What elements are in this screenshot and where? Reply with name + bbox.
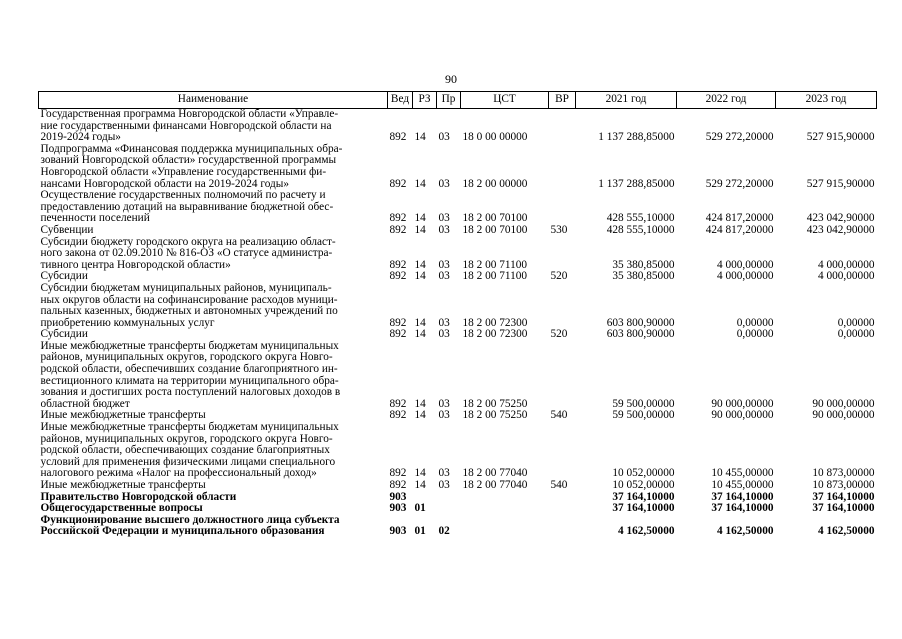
row-pr-cell: 03: [438, 397, 450, 410]
row-2021-cell: 37 164,10000: [612, 502, 675, 515]
row-rz-cell: 14: [414, 131, 426, 144]
row-2022-cell: 90 000,00000: [711, 409, 774, 422]
row-pr-cell: 03: [438, 328, 450, 341]
row-vr-cell: 540: [550, 479, 568, 491]
row-name-cell: Иные межбюджетные трансферты бюджетам муниципальных районов, муниципальных округов, городского округа Новго- родской области, обеспечивающих создание благоприятных условий для применения физическими лицами специального налогового режима «Налог на профессиональный доход»: [40, 421, 339, 480]
row-vr-cell: [549, 422, 576, 480]
row-name-cell: Государственная программа Новгородской области «Управле- ние государственными финансами Новгородской области на 2019-2024 годы»: [40, 108, 339, 144]
row-vr-cell: 530: [550, 223, 568, 236]
page-number: 90: [445, 72, 457, 86]
row-ved-cell: 903: [389, 525, 407, 538]
row-2023-cell: 37 164,10000: [812, 502, 875, 515]
row-name-cell: Правительство Новгородской области: [40, 490, 237, 503]
row-cst-cell: 18 2 00 71100: [462, 270, 528, 283]
row-pr-cell: 03: [438, 270, 450, 283]
table-row: [39, 109, 877, 144]
row-2021-cell: 428 555,10000: [606, 212, 675, 225]
row-name-cell: Общегосударственные вопросы: [40, 502, 203, 515]
row-cst-cell: 18 2 00 72300: [462, 328, 528, 341]
row-2022-cell: 10 455,00000: [711, 467, 774, 480]
budget-table: [38, 91, 877, 538]
row-ved-cell: 892: [389, 212, 407, 225]
row-pr-cell: 03: [438, 131, 450, 144]
row-cst-cell: [461, 503, 549, 515]
table-row: [39, 422, 877, 480]
header-ved: Вед: [388, 92, 413, 109]
row-rz-cell: 14: [414, 397, 426, 410]
row-2021-cell: 59 500,00000: [612, 397, 675, 410]
row-rz-cell: 14: [414, 316, 426, 329]
row-ved-cell: 892: [389, 479, 407, 491]
header-pr: Пр: [437, 92, 461, 109]
row-name-cell: Иные межбюджетные трансферты: [40, 409, 206, 422]
row-2023-cell: 0,00000: [837, 316, 875, 329]
table-row: [39, 341, 877, 411]
row-rz-cell: 14: [414, 223, 426, 236]
row-2021-cell: 35 380,85000: [612, 258, 675, 271]
row-2021-cell: 4 162,50000: [618, 525, 675, 538]
row-rz-cell: 14: [414, 258, 426, 271]
row-pr-cell: 03: [438, 467, 450, 480]
row-2022-cell: 90 000,00000: [711, 397, 774, 410]
row-rz-cell: 14: [414, 409, 426, 422]
row-cst-cell: 18 2 00 70100: [462, 212, 528, 225]
row-name-cell: Субсидии: [40, 328, 88, 341]
table-row: [39, 225, 877, 237]
row-vr-cell: [549, 190, 576, 225]
row-2021-cell: 603 800,90000: [606, 328, 675, 341]
row-ved-cell: 892: [389, 270, 407, 283]
row-2022-cell: 0,00000: [736, 328, 774, 341]
row-2022-cell: 424 817,20000: [705, 223, 774, 236]
header-2022: 2022 год: [677, 92, 776, 109]
row-rz-cell: 14: [414, 328, 426, 341]
table-row: [39, 515, 877, 538]
row-2021-cell: 1 137 288,85000: [598, 131, 675, 144]
row-2022-cell: 0,00000: [736, 316, 774, 329]
row-cst-cell: 18 2 00 75250: [462, 397, 528, 410]
row-vr-cell: [549, 144, 576, 190]
row-ved-cell: 892: [389, 316, 407, 329]
row-2023-cell: 4 000,00000: [818, 258, 875, 271]
table-row: [39, 283, 877, 329]
row-cst-cell: [461, 515, 549, 538]
row-cst-cell: 18 2 00 70100: [462, 223, 528, 236]
row-cst-cell: 18 2 00 75250: [462, 409, 528, 422]
row-rz-cell: 14: [414, 270, 426, 283]
row-2023-cell: 0,00000: [837, 328, 875, 341]
row-2023-cell: 527 915,90000: [806, 131, 875, 144]
row-pr-cell: 03: [438, 258, 450, 271]
row-cst-cell: 18 2 00 71100: [462, 258, 528, 271]
row-name-cell: Иные межбюджетные трансферты бюджетам муниципальных районов, муниципальных округов, городского округа Новго- родской области, обеспечивших создание благоприятного ин- вестиционного климата на территории муниципального обра- зования и достигших роста поступлений налоговых доходов в областной бюджет: [40, 339, 341, 410]
row-2023-cell: 10 873,00000: [812, 467, 875, 480]
row-ved-cell: 892: [389, 131, 407, 144]
row-pr-cell: 03: [438, 212, 450, 225]
row-2022-cell: 424 817,20000: [705, 212, 774, 225]
table-header-row: [39, 92, 877, 109]
row-vr-cell: [549, 237, 576, 272]
row-vr-cell: [549, 515, 576, 538]
row-2021-cell: 1 137 288,85000: [598, 177, 675, 190]
row-cst-cell: 18 0 00 00000: [462, 131, 528, 144]
row-vr-cell: 520: [550, 270, 568, 283]
row-2022-cell: 37 164,10000: [711, 502, 774, 515]
row-ved-cell: 892: [389, 177, 407, 190]
header-name: Наименование: [39, 92, 388, 109]
header-2021: 2021 год: [576, 92, 677, 109]
row-2021-cell: 37 164,10000: [612, 490, 675, 503]
row-cst-cell: [461, 492, 549, 504]
row-ved-cell: 903: [389, 490, 407, 503]
row-2022-cell: 529 272,20000: [705, 177, 774, 190]
row-2021-cell: 35 380,85000: [612, 270, 675, 283]
row-2023-cell: 423 042,90000: [806, 223, 875, 236]
row-ved-cell: 892: [389, 223, 407, 236]
row-rz-cell: 14: [414, 177, 426, 190]
header-cst: ЦСТ: [461, 92, 549, 109]
row-2022-cell: 4 000,00000: [717, 258, 774, 271]
row-2022-cell: 4 000,00000: [717, 270, 774, 283]
row-cst-cell: 18 2 00 77040: [462, 467, 528, 480]
row-2023-cell: 4 162,50000: [818, 525, 875, 538]
row-rz-cell: 01: [414, 502, 426, 515]
row-name-cell: Иные межбюджетные трансферты: [40, 479, 206, 491]
table-row: [39, 144, 877, 190]
row-ved-cell: 892: [389, 397, 407, 410]
row-vr-cell: 540: [550, 409, 568, 422]
row-name-cell: Функционирование высшего должностного лица субъекта Российской Федерации и муниципального образования: [40, 513, 340, 538]
row-pr-cell: 03: [438, 177, 450, 190]
row-rz-cell: 14: [414, 212, 426, 225]
row-vr-cell: [549, 341, 576, 411]
row-2021-cell: 59 500,00000: [612, 409, 675, 422]
header-rz: РЗ: [413, 92, 437, 109]
row-ved-cell: 892: [389, 258, 407, 271]
row-2021-cell: 428 555,10000: [606, 223, 675, 236]
row-ved-cell: 892: [389, 409, 407, 422]
row-2023-cell: 423 042,90000: [806, 212, 875, 225]
row-name-cell: Субсидии: [40, 270, 88, 283]
row-vr-cell: 520: [550, 328, 568, 341]
header-vr: ВР: [549, 92, 576, 109]
row-pr-cell: 03: [438, 479, 450, 491]
row-pr-cell: [437, 492, 461, 504]
row-2022-cell: 37 164,10000: [711, 490, 774, 503]
row-pr-cell: 03: [438, 316, 450, 329]
row-2023-cell: 527 915,90000: [806, 177, 875, 190]
row-name-cell: Субсидии бюджету городского округа на реализацию област- ного закона от 02.09.2010 № 816-ОЗ «О статусе администра- тивного центра Новгородской области»: [40, 235, 336, 271]
row-2023-cell: 37 164,10000: [812, 490, 875, 503]
row-pr-cell: 02: [438, 525, 450, 538]
row-pr-cell: 03: [438, 223, 450, 236]
row-ved-cell: 903: [389, 502, 407, 515]
row-2023-cell: 90 000,00000: [812, 409, 875, 422]
row-2021-cell: 10 052,00000: [612, 467, 675, 480]
header-2023: 2023 год: [776, 92, 877, 109]
row-2022-cell: 10 455,00000: [711, 479, 774, 491]
row-name-cell: Подпрограмма «Финансовая поддержка муниципальных обра- зований Новгородской области» государственной программы Новгородской области «Управление государственными фи- нансами Новгородской области на 2019-2024 годы»: [40, 142, 343, 190]
row-vr-cell: [549, 503, 576, 515]
row-rz-cell: 01: [414, 525, 426, 538]
row-cst-cell: 18 2 00 77040: [462, 479, 528, 491]
row-cst-cell: 18 2 00 72300: [462, 316, 528, 329]
row-2022-cell: 4 162,50000: [717, 525, 774, 538]
row-rz-cell: 14: [414, 467, 426, 480]
row-name-cell: Осуществление государственных полномочий по расчету и предоставлению дотаций на выравнивание бюджетной обес- печенности поселений: [40, 189, 334, 225]
row-vr-cell: [549, 109, 576, 144]
row-2023-cell: 10 873,00000: [812, 479, 875, 491]
row-cst-cell: 18 2 00 00000: [462, 177, 528, 190]
table-row: [39, 237, 877, 272]
row-vr-cell: [549, 492, 576, 504]
table-row: [39, 480, 877, 492]
row-2021-cell: 10 052,00000: [612, 479, 675, 491]
row-name-cell: Субсидии бюджетам муниципальных районов, муниципаль- ных округов области на софинансирование расходов муници- пальных казенных, бюджетных и автономных учреждений по приобретению коммунальных услуг: [40, 281, 338, 329]
row-ved-cell: 892: [389, 467, 407, 480]
row-2022-cell: 529 272,20000: [705, 131, 774, 144]
row-pr-cell: [437, 503, 461, 515]
row-vr-cell: [549, 283, 576, 329]
row-rz-cell: 14: [414, 479, 426, 491]
row-2023-cell: 90 000,00000: [812, 397, 875, 410]
row-name-cell: Субвенции: [40, 223, 94, 236]
row-pr-cell: 03: [438, 409, 450, 422]
table-row: [39, 190, 877, 225]
row-ved-cell: 892: [389, 328, 407, 341]
row-2021-cell: 603 800,90000: [606, 316, 675, 329]
row-2023-cell: 4 000,00000: [818, 270, 875, 283]
